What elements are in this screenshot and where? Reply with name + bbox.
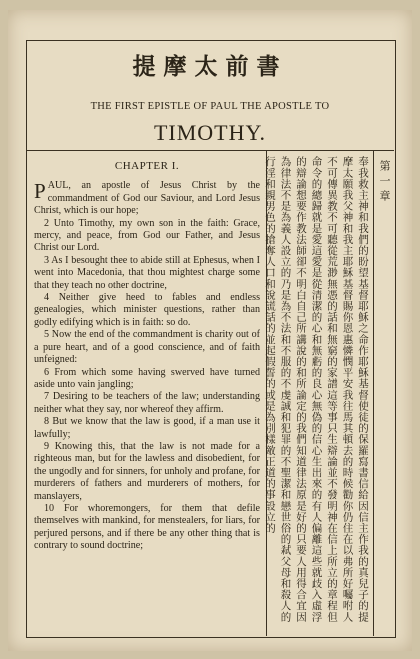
verse-7: 7 Desiring to be teachers of the law; understanding neither what they say, nor whereof they affirm. <box>34 391 260 415</box>
verse-9: 9 Knowing this, that the law is not made for a righteous man, but for the lawless and disobedient, for the ungodly and for sinners, for unholy and profane, for murderers of fathers and murderers of mothers, for manslayers, <box>34 440 260 502</box>
chapter-label-divider <box>373 150 374 636</box>
verse-10: 10 For whoremongers, for them that defile themselves with mankind, for menstealers, for liars, for perjured persons, and if there be any other thing that is contrary to sound doctrine; <box>34 502 260 552</box>
verse-5: 5 Now the end of the commandment is charity out of a pure heart, and of a good conscience, and of faith unfeigned: <box>34 329 260 366</box>
chapter-heading: CHAPTER I. <box>114 160 180 172</box>
drop-cap: P <box>34 179 46 204</box>
title-english-line2: TIMOTHY. <box>153 120 267 145</box>
chinese-chapter-label: 第一章 <box>378 160 391 205</box>
verse-3: 3 As I besought thee to abide still at Ephesus, when I went into Macedonia, that thou mightest charge some that they teach no other doctrine, <box>34 254 260 291</box>
verse-8: 8 But we know that the law is good, if a man use it lawfully; <box>34 416 260 440</box>
header-rule <box>26 150 394 151</box>
verse-4: 4 Neither give heed to fables and endless genealogies, which minister questions, rather than godly edifying which is in faith: so do. <box>34 292 260 328</box>
verse-1 <box>34 180 260 217</box>
verse-6: 6 From which some having swerved have turned aside unto vain jangling; <box>34 366 260 390</box>
title-english-line1: THE FIRST EPISTLE OF PAUL THE APOSTLE TO <box>90 101 330 112</box>
chinese-column: 奉我救主神和我們的盼望基督耶穌之命作耶穌基督使徒的保羅寫書信給因信主作我的真兒子的提摩太願我父神和我主耶穌基督賜你恩惠憐憫平安我往馬其頓去的時候勸你仍住在以弗所好囑咐人不可傳異教不可聽從荒渺無憑的話和無窮的家譜這等事只生辯論並不發明神在信上所立的章程但命令的總歸就是愛這愛是從清潔的心和無虧的良心無偽的信心生出來的有人偏離這些就歧入虛浮的辯論想要作教法師卻不明白自己所講說的和所論定的我們知道律法原是好的只要人用得合宜因為律法不是為義人設立的乃是為不法和不服的不虔誠和犯罪的不聖潔和戀世俗的弒父母和殺人的行淫和親男色的搶奪人口和說謊話的並起假誓的或是為別樣敵正道的事設立的 <box>264 156 369 623</box>
title-chinese: 提摩太前書 <box>132 54 288 80</box>
english-column <box>34 160 260 553</box>
verse-2: 2 Unto Timothy, my own son in the faith: Grace, mercy, and peace, from God our Father, and Jesus Christ our Lord. <box>34 217 260 254</box>
verse-text: AUL, an apostle of Jesus Christ by the commandment of God our Saviour, and Lord Jesus Christ, which is our hope; <box>34 180 260 217</box>
book-page <box>8 10 412 651</box>
